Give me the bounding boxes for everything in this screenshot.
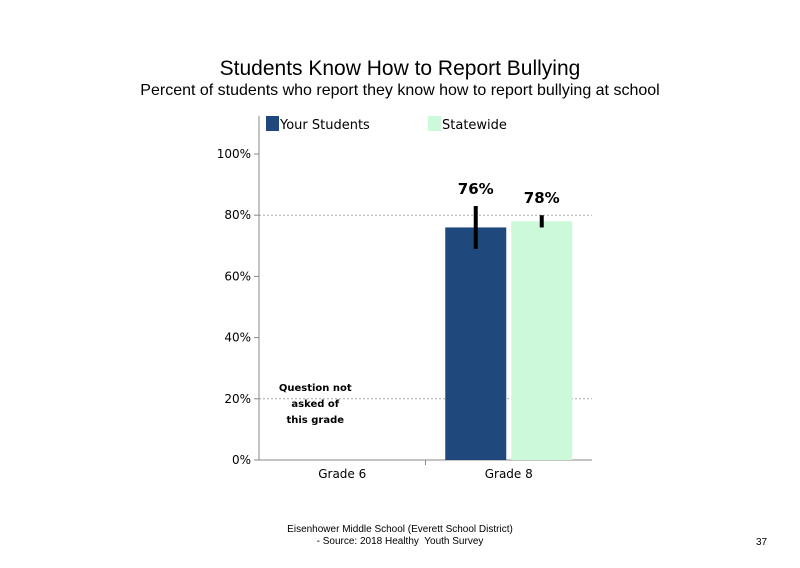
chart-title: Students Know How to Report Bullying	[219, 57, 581, 80]
not-asked-note: this grade	[286, 415, 345, 426]
data-label: 76%	[457, 180, 494, 199]
bar	[511, 221, 572, 460]
footer-school: Eisenhower Middle School (Everett School District)	[287, 524, 513, 535]
y-tick-label: 80%	[224, 208, 251, 223]
bar	[445, 227, 506, 460]
y-tick-label: 0%	[231, 453, 251, 467]
legend-label: Your Students	[280, 118, 370, 133]
legend-swatch	[428, 116, 441, 131]
legend-label: Statewide	[442, 118, 507, 133]
x-tick-label: Grade 6	[318, 467, 367, 481]
page-number: 37	[756, 537, 768, 548]
data-label: 78%	[523, 189, 560, 208]
y-tick-label: 100%	[216, 147, 251, 161]
legend-swatch	[266, 116, 279, 131]
not-asked-note: asked of	[291, 399, 340, 410]
y-tick-label: 60%	[224, 269, 251, 284]
not-asked-note: Question not	[278, 383, 352, 394]
footer-source: - Source: 2018 Healthy Youth Survey	[316, 536, 484, 547]
y-tick-label: 40%	[224, 330, 251, 345]
y-tick-label: 20%	[224, 391, 251, 406]
chart-subtitle: Percent of students who report they know how to report bullying at school	[140, 82, 660, 99]
footer	[0, 524, 800, 548]
x-tick-label: Grade 8	[484, 467, 533, 481]
